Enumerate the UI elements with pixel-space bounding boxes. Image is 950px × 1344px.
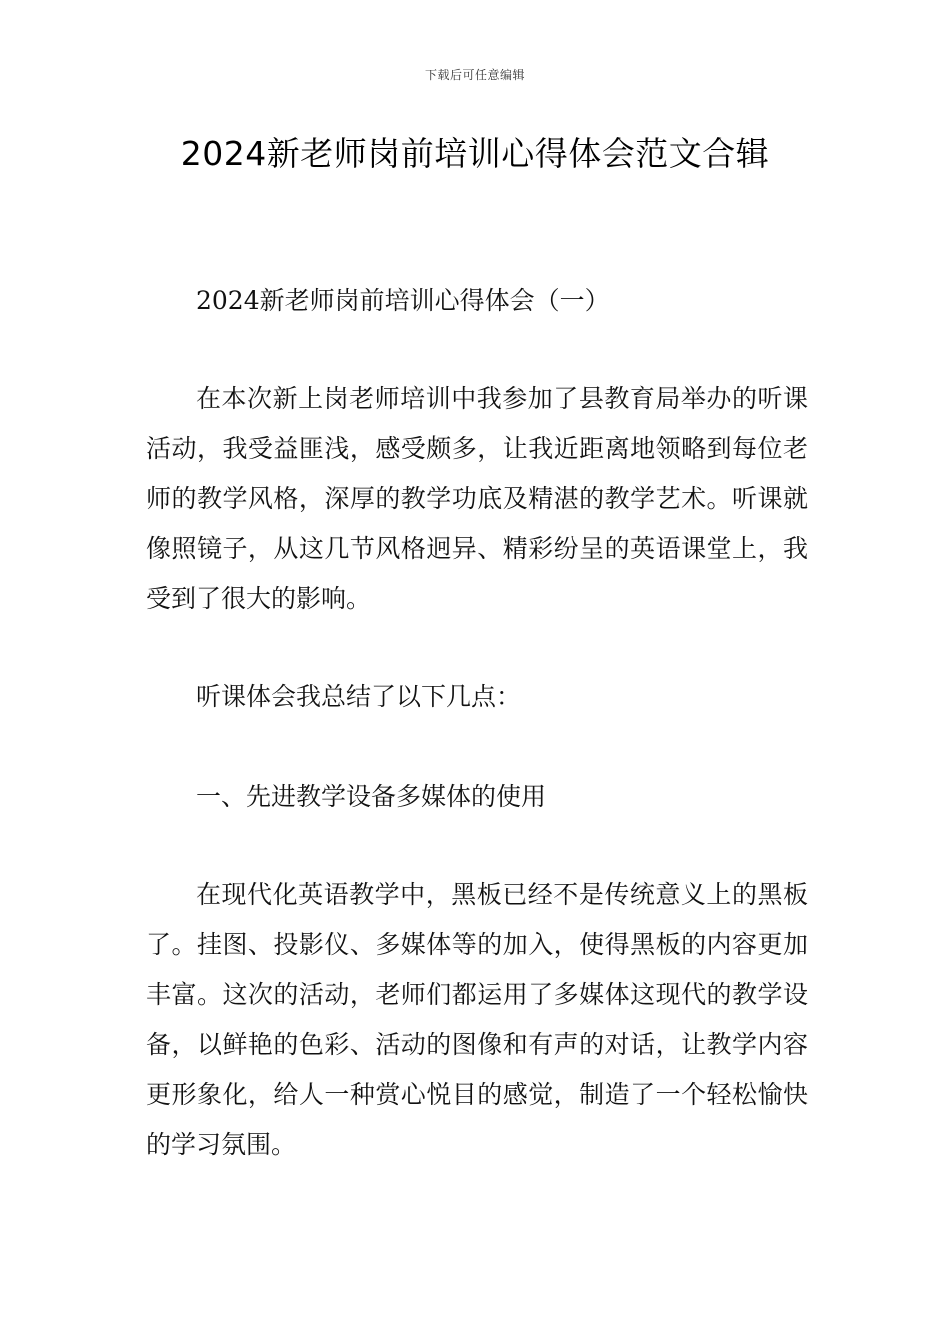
- paragraph-block-4: [146, 870, 808, 1170]
- section-title-block: [146, 276, 808, 326]
- paragraph-block-3: [146, 772, 808, 822]
- body-paragraph: 听课体会我总结了以下几点：: [196, 682, 522, 711]
- section-heading: 一、先进教学设备多媒体的使用: [196, 782, 547, 811]
- paragraph-block-2: [146, 672, 808, 722]
- body-paragraph: 在现代化英语教学中，黑板已经不是传统意义上的黑板了。挂图、投影仪、多媒体等的加入，使得黑板的内容更加丰富。这次的活动，老师们都运用了多媒体这现代的教学设备，以鲜艳的色彩、活动的图像和有声的对话，让教学内容更形象化，给人一种赏心悦目的感觉，制造了一个轻松愉快的学习氛围。: [146, 880, 808, 1159]
- body-paragraph: 在本次新上岗老师培训中我参加了县教育局举办的听课活动，我受益匪浅，感受颇多，让我近距离地领略到每位老师的教学风格，深厚的教学功底及精湛的教学艺术。听课就像照镜子，从这几节风格迥异、精彩纷呈的英语课堂上，我受到了很大的影响。: [146, 384, 808, 613]
- header-note: 下载后可任意编辑: [424, 68, 525, 82]
- document-title: 2024新老师岗前培训心得体会范文合辑: [180, 134, 770, 173]
- paragraph-block-1: [146, 374, 808, 624]
- section-title: 2024新老师岗前培训心得体会（一）: [196, 286, 610, 315]
